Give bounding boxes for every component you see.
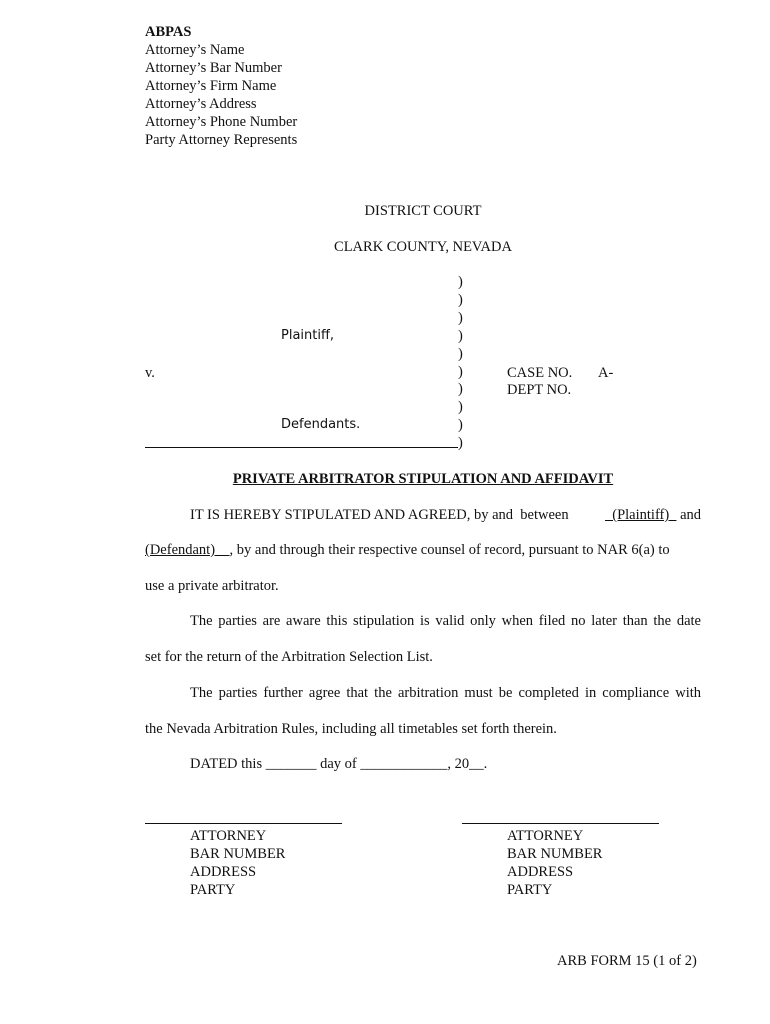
paragraph-1-line-3: use a private arbitrator.	[145, 578, 279, 594]
court-name: DISTRICT COURT	[364, 203, 482, 219]
sig-bar-number: BAR NUMBER	[190, 846, 286, 862]
signature-block-right	[507, 827, 602, 899]
paragraph-1-line-2	[145, 532, 701, 568]
form-footer: ARB FORM 15 (1 of 2)	[557, 953, 697, 969]
attorney-header	[145, 23, 545, 149]
sig-party: PARTY	[190, 882, 236, 898]
sig-party: PARTY	[507, 882, 553, 898]
attorney-firm-line: Attorney’s Firm Name	[145, 78, 277, 94]
party-represented-line: Party Attorney Represents	[145, 132, 298, 148]
attorney-address-line: Attorney’s Address	[145, 96, 257, 112]
sig-attorney: ATTORNEY	[507, 828, 584, 844]
sig-attorney: ATTORNEY	[190, 828, 267, 844]
paren: )	[458, 309, 463, 326]
court-county: CLARK COUNTY, NEVADA	[334, 239, 512, 255]
paren: )	[458, 381, 463, 398]
paren: )	[458, 435, 463, 452]
sig-address: ADDRESS	[507, 864, 574, 880]
paragraph-3-line-2: the Nevada Arbitration Rules, including all timetables set forth therein.	[145, 721, 557, 737]
defendant-blank: (Defendant)	[145, 542, 230, 558]
signature-block-left	[190, 827, 285, 899]
dept-number-label: DEPT NO.	[507, 382, 572, 398]
paragraph-1-text: IT IS HEREBY STIPULATED AND AGREED, by and between	[190, 507, 573, 523]
paren: )	[458, 274, 463, 290]
plaintiff-label: Plaintiff,	[281, 328, 335, 343]
sig-address: ADDRESS	[190, 864, 257, 880]
paren: )	[458, 327, 463, 344]
attorney-name-line: Attorney’s Name	[145, 42, 245, 58]
paren: )	[458, 291, 463, 308]
paren: )	[458, 399, 463, 416]
paren: )	[458, 363, 463, 380]
firm-code: ABPAS	[145, 24, 192, 40]
attorney-phone-line: Attorney’s Phone Number	[145, 114, 298, 130]
paren: )	[458, 417, 463, 434]
case-number-label: CASE NO.	[507, 365, 573, 381]
paragraph-2-line-2: set for the return of the Arbitration Selection List.	[145, 649, 433, 665]
attorney-bar-line: Attorney’s Bar Number	[145, 60, 282, 76]
paragraph-2-line-1: The parties are aware this stipulation is valid only when filed no later than the date	[190, 613, 701, 629]
signature-line-left	[145, 823, 342, 824]
caption-paren-column	[458, 274, 472, 453]
paragraph-1-line-1	[190, 497, 701, 533]
case-number-prefix: A-	[598, 365, 614, 381]
paren: )	[458, 345, 463, 362]
defendants-label: Defendants.	[281, 417, 361, 432]
plaintiff-blank: (Plaintiff)	[605, 507, 677, 523]
caption-rule	[145, 447, 458, 448]
paragraph-3-line-1: The parties further agree that the arbitration must be completed in compliance with	[190, 685, 701, 701]
versus-label: v.	[145, 365, 155, 381]
paragraph-1-text-2: , by and through their respective counsel of record, pursuant to NAR 6(a) to	[229, 542, 670, 558]
paragraph-1-and: and	[676, 507, 701, 523]
sig-bar-number: BAR NUMBER	[507, 846, 603, 862]
dated-line: DATED this _______ day of ____________, 20__.	[190, 756, 488, 772]
document-title: PRIVATE ARBITRATOR STIPULATION AND AFFIDAVIT	[232, 471, 614, 487]
signature-line-right	[462, 823, 659, 824]
